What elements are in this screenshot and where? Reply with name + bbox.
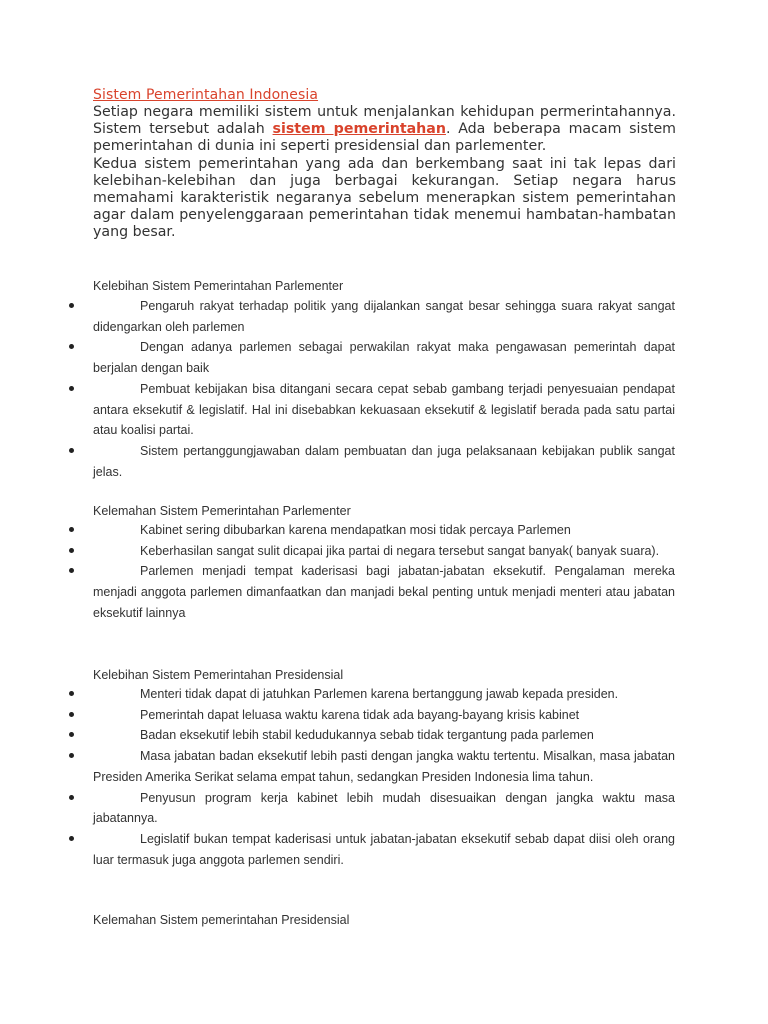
- list-item: [93, 561, 675, 623]
- list-item: [93, 520, 675, 541]
- list-item-text: Legislatif bukan tempat kaderisasi untuk jabatan-jabatan eksekutif sebab dapat diisi oleh orang luar termasuk juga anggota parlemen sendiri.: [93, 831, 675, 867]
- list-item-text: Pemerintah dapat leluasa waktu karena tidak ada bayang-bayang krisis kabinet: [140, 707, 580, 722]
- list-item: [93, 296, 675, 337]
- bullet-icon: [69, 753, 74, 758]
- bullet-icon: [69, 795, 74, 800]
- list-kelebihan-parlementer: [93, 296, 675, 482]
- list-item: [93, 441, 675, 482]
- list-item-text: Dengan adanya parlemen sebagai perwakilan rakyat maka pengawasan pemerintah dapat berjalan dengan baik: [93, 340, 675, 376]
- list-item-text: Sistem pertanggungjawaban dalam pembuatan dan juga pelaksanaan kebijakan publik sangat jelas.: [93, 443, 675, 479]
- section-heading-kelebihan-presidensial: Kelebihan Sistem Pemerintahan Presidensial: [93, 668, 344, 682]
- list-item-text: Masa jabatan badan eksekutif lebih pasti dengan jangka waktu tertentu. Misalkan, masa jabatan Presiden Amerika Serikat selama empat tahun, sedangkan Presiden Indonesia lima tahun.: [93, 749, 675, 784]
- bullet-icon: [69, 344, 74, 349]
- bullet-icon: [69, 732, 74, 737]
- intro-text-part-2: . Ada beberapa macam sistem pemerintahan di dunia ini seperti presidensial dan parlementer.: [93, 121, 676, 155]
- bullet-icon: [69, 548, 74, 553]
- list-item-text: Menteri tidak dapat di jatuhkan Parlemen karena bertanggung jawab kepada presiden.: [140, 687, 619, 701]
- list-item: [93, 684, 675, 705]
- list-item-text: Pengaruh rakyat terhadap politik yang dijalankan sangat besar sehingga suara rakyat sangat didengarkan oleh parlemen: [93, 299, 675, 334]
- bullet-icon: [69, 712, 74, 717]
- list-item: [93, 746, 675, 787]
- bullet-icon: [69, 303, 74, 308]
- list-item-text: Parlemen menjadi tempat kaderisasi bagi jabatan-jabatan eksekutif. Pengalaman mereka menjadi anggota parlemen dimanfaatkan dan manjadi bekal penting untuk menjadi menteri atau jabatan eksekutif lainnya: [93, 564, 675, 620]
- section-heading-kelemahan-presidensial: Kelemahan Sistem pemerintahan Presidensial: [93, 913, 350, 927]
- intro-text-part-1: Setiap negara memiliki sistem untuk menjalankan kehidupan permerintahannya. Sistem tersebut adalah: [93, 104, 676, 138]
- list-item-text: Pembuat kebijakan bisa ditangani secara cepat sebab gambang terjadi penyesuaian pendapat antara eksekutif & legislatif. Hal ini disebabkan kekuasaan eksekutif & legislatif berada pada satu partai atau koalisi partai.: [93, 381, 675, 438]
- list-item: [93, 725, 675, 746]
- list-item: [93, 705, 675, 726]
- list-item-text: Penyusun program kerja kabinet lebih mudah disesuaikan dengan jangka waktu masa jabatannya.: [93, 790, 675, 826]
- list-item-text: Badan eksekutif lebih stabil kedudukannya sebab tidak tergantung pada parlemen: [140, 728, 594, 743]
- section-heading-kelebihan-parlementer: Kelebihan Sistem Pemerintahan Parlementer: [93, 279, 344, 293]
- intro-text: [93, 104, 676, 242]
- list-kelemahan-parlementer: [93, 520, 675, 624]
- bullet-icon: [69, 448, 74, 453]
- sistem-pemerintahan-link[interactable]: sistem pemerintahan: [272, 121, 446, 138]
- list-item: [93, 337, 675, 378]
- list-item: [93, 541, 675, 562]
- intro-paragraph-2: Kedua sistem pemerintahan yang ada dan berkembang saat ini tak lepas dari kelebihan-kelebihan dan juga berbagai kekurangan. Setiap negara harus memahami karakteristik negaranya sebelum menerapkan sistem pemerintahan agar dalam penyelenggaraan pemerintahan tidak menemui hambatan-hambatan yang besar.: [93, 155, 676, 241]
- section-heading-kelemahan-parlementer: Kelemahan Sistem Pemerintahan Parlementer: [93, 504, 351, 518]
- bullet-icon: [69, 568, 74, 573]
- bullet-icon: [69, 691, 74, 696]
- list-kelebihan-presidensial: [93, 684, 675, 870]
- bullet-icon: [69, 836, 74, 841]
- list-item: [93, 379, 675, 441]
- bullet-icon: [69, 386, 74, 391]
- document-title-link[interactable]: Sistem Pemerintahan Indonesia: [93, 87, 319, 103]
- intro-paragraph-1: [93, 104, 676, 156]
- list-item-text: Keberhasilan sangat sulit dicapai jika partai di negara tersebut sangat banyak( banyak suara).: [140, 543, 660, 558]
- bullet-icon: [69, 527, 74, 532]
- list-item: [93, 829, 675, 870]
- list-item: [93, 788, 675, 829]
- list-item-text: Kabinet sering dibubarkan karena mendapatkan mosi tidak percaya Parlemen: [140, 523, 571, 537]
